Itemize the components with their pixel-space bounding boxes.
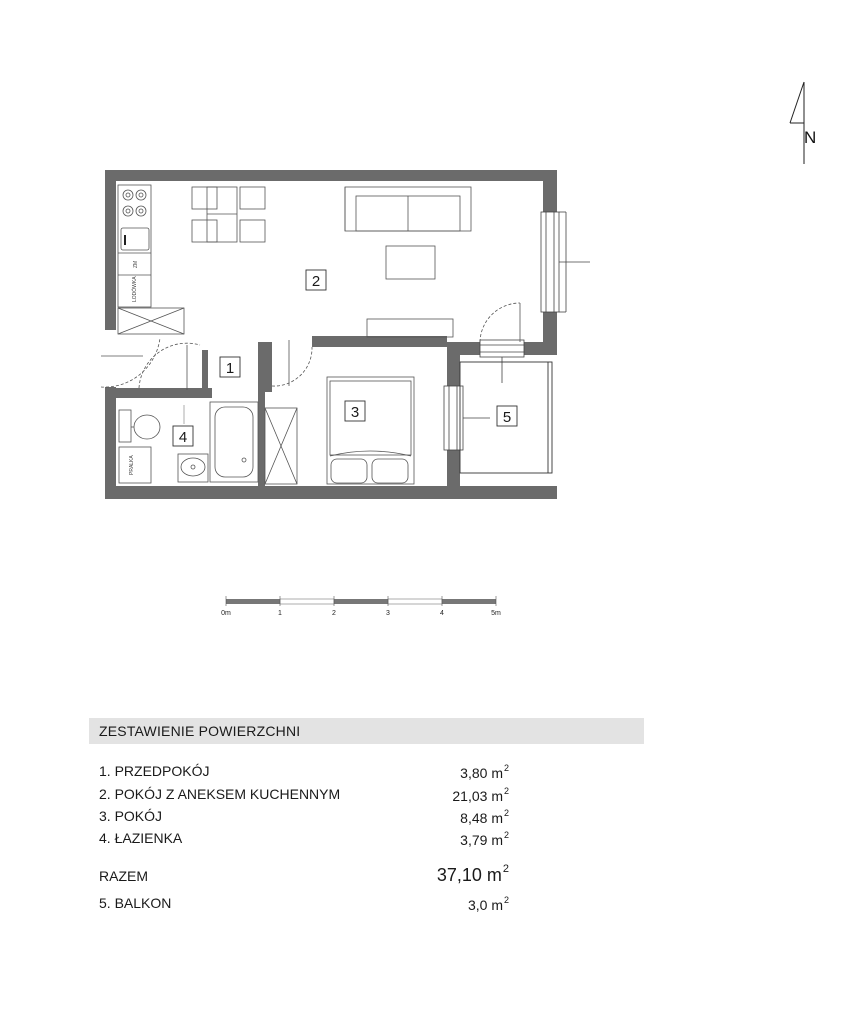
total-label: RAZEM <box>99 868 148 884</box>
stove-icon <box>123 190 146 216</box>
room-name: 1. PRZEDPOKÓJ <box>99 763 210 779</box>
scale-tick: 3 <box>386 610 390 617</box>
scale-tick: 1 <box>278 610 282 617</box>
room-name: 4. ŁAZIENKA <box>99 830 183 846</box>
balcony-name: 5. BALKON <box>99 895 172 911</box>
north-label: N <box>804 128 817 147</box>
sofa <box>345 187 471 231</box>
total-area: 37,10 $m^2$ <box>436 863 509 885</box>
toilet-icon <box>119 410 160 442</box>
room-area: 3,79 $m^2$ <box>460 830 509 848</box>
balcony-row <box>99 895 509 915</box>
walls <box>105 170 557 499</box>
area-row <box>99 786 509 806</box>
window-room3 <box>444 386 490 450</box>
svg-text:3: 3 <box>350 404 360 421</box>
balcony-door <box>480 340 524 383</box>
room-area: 3,80 $m^2$ <box>460 763 509 781</box>
room-name: 3. POKÓJ <box>99 808 163 824</box>
room-name: 2. POKÓJ Z ANEKSEM KUCHENNYM <box>99 786 341 802</box>
svg-text:5: 5 <box>502 409 512 426</box>
bed <box>327 377 414 484</box>
north-arrow-icon <box>790 82 816 164</box>
room-area: 8,48 $m^2$ <box>460 808 509 826</box>
freezer-label: ZM <box>133 260 139 268</box>
kitchen <box>118 185 184 334</box>
scale-tick: 4 <box>440 610 444 617</box>
room-label-2 <box>306 270 326 290</box>
balcony-area: 3,0 $m^2$ <box>467 895 509 913</box>
svg-text:1: 1 <box>225 360 235 377</box>
tv-cabinet <box>367 319 453 337</box>
washbasin-icon <box>181 458 205 476</box>
scale-tick: 2 <box>332 610 336 617</box>
scale-bar <box>221 596 501 617</box>
summary-title: ZESTAWIENIE POWIERZCHNI <box>89 718 644 744</box>
area-row <box>99 808 509 828</box>
washer-label: PRALKA <box>129 455 135 475</box>
room-label-3 <box>345 401 365 421</box>
room-label-4 <box>173 426 193 446</box>
scale-tick: 5m <box>491 610 501 617</box>
scale-tick: 0m <box>221 610 231 617</box>
coffee-table <box>386 246 435 279</box>
window-east <box>541 212 590 312</box>
svg-text:2: 2 <box>311 273 321 290</box>
fridge-label: LODÓWKA <box>132 276 138 302</box>
svg-text:4: 4 <box>178 429 188 446</box>
wardrobe <box>265 408 297 484</box>
area-row <box>99 830 509 850</box>
total-row <box>99 863 509 888</box>
area-row <box>99 763 509 783</box>
dining-table <box>192 187 265 242</box>
sink-icon <box>121 228 149 250</box>
room-area: 21,03 $m^2$ <box>452 786 509 804</box>
room-label-1 <box>220 357 240 377</box>
room-label-5 <box>497 406 517 426</box>
